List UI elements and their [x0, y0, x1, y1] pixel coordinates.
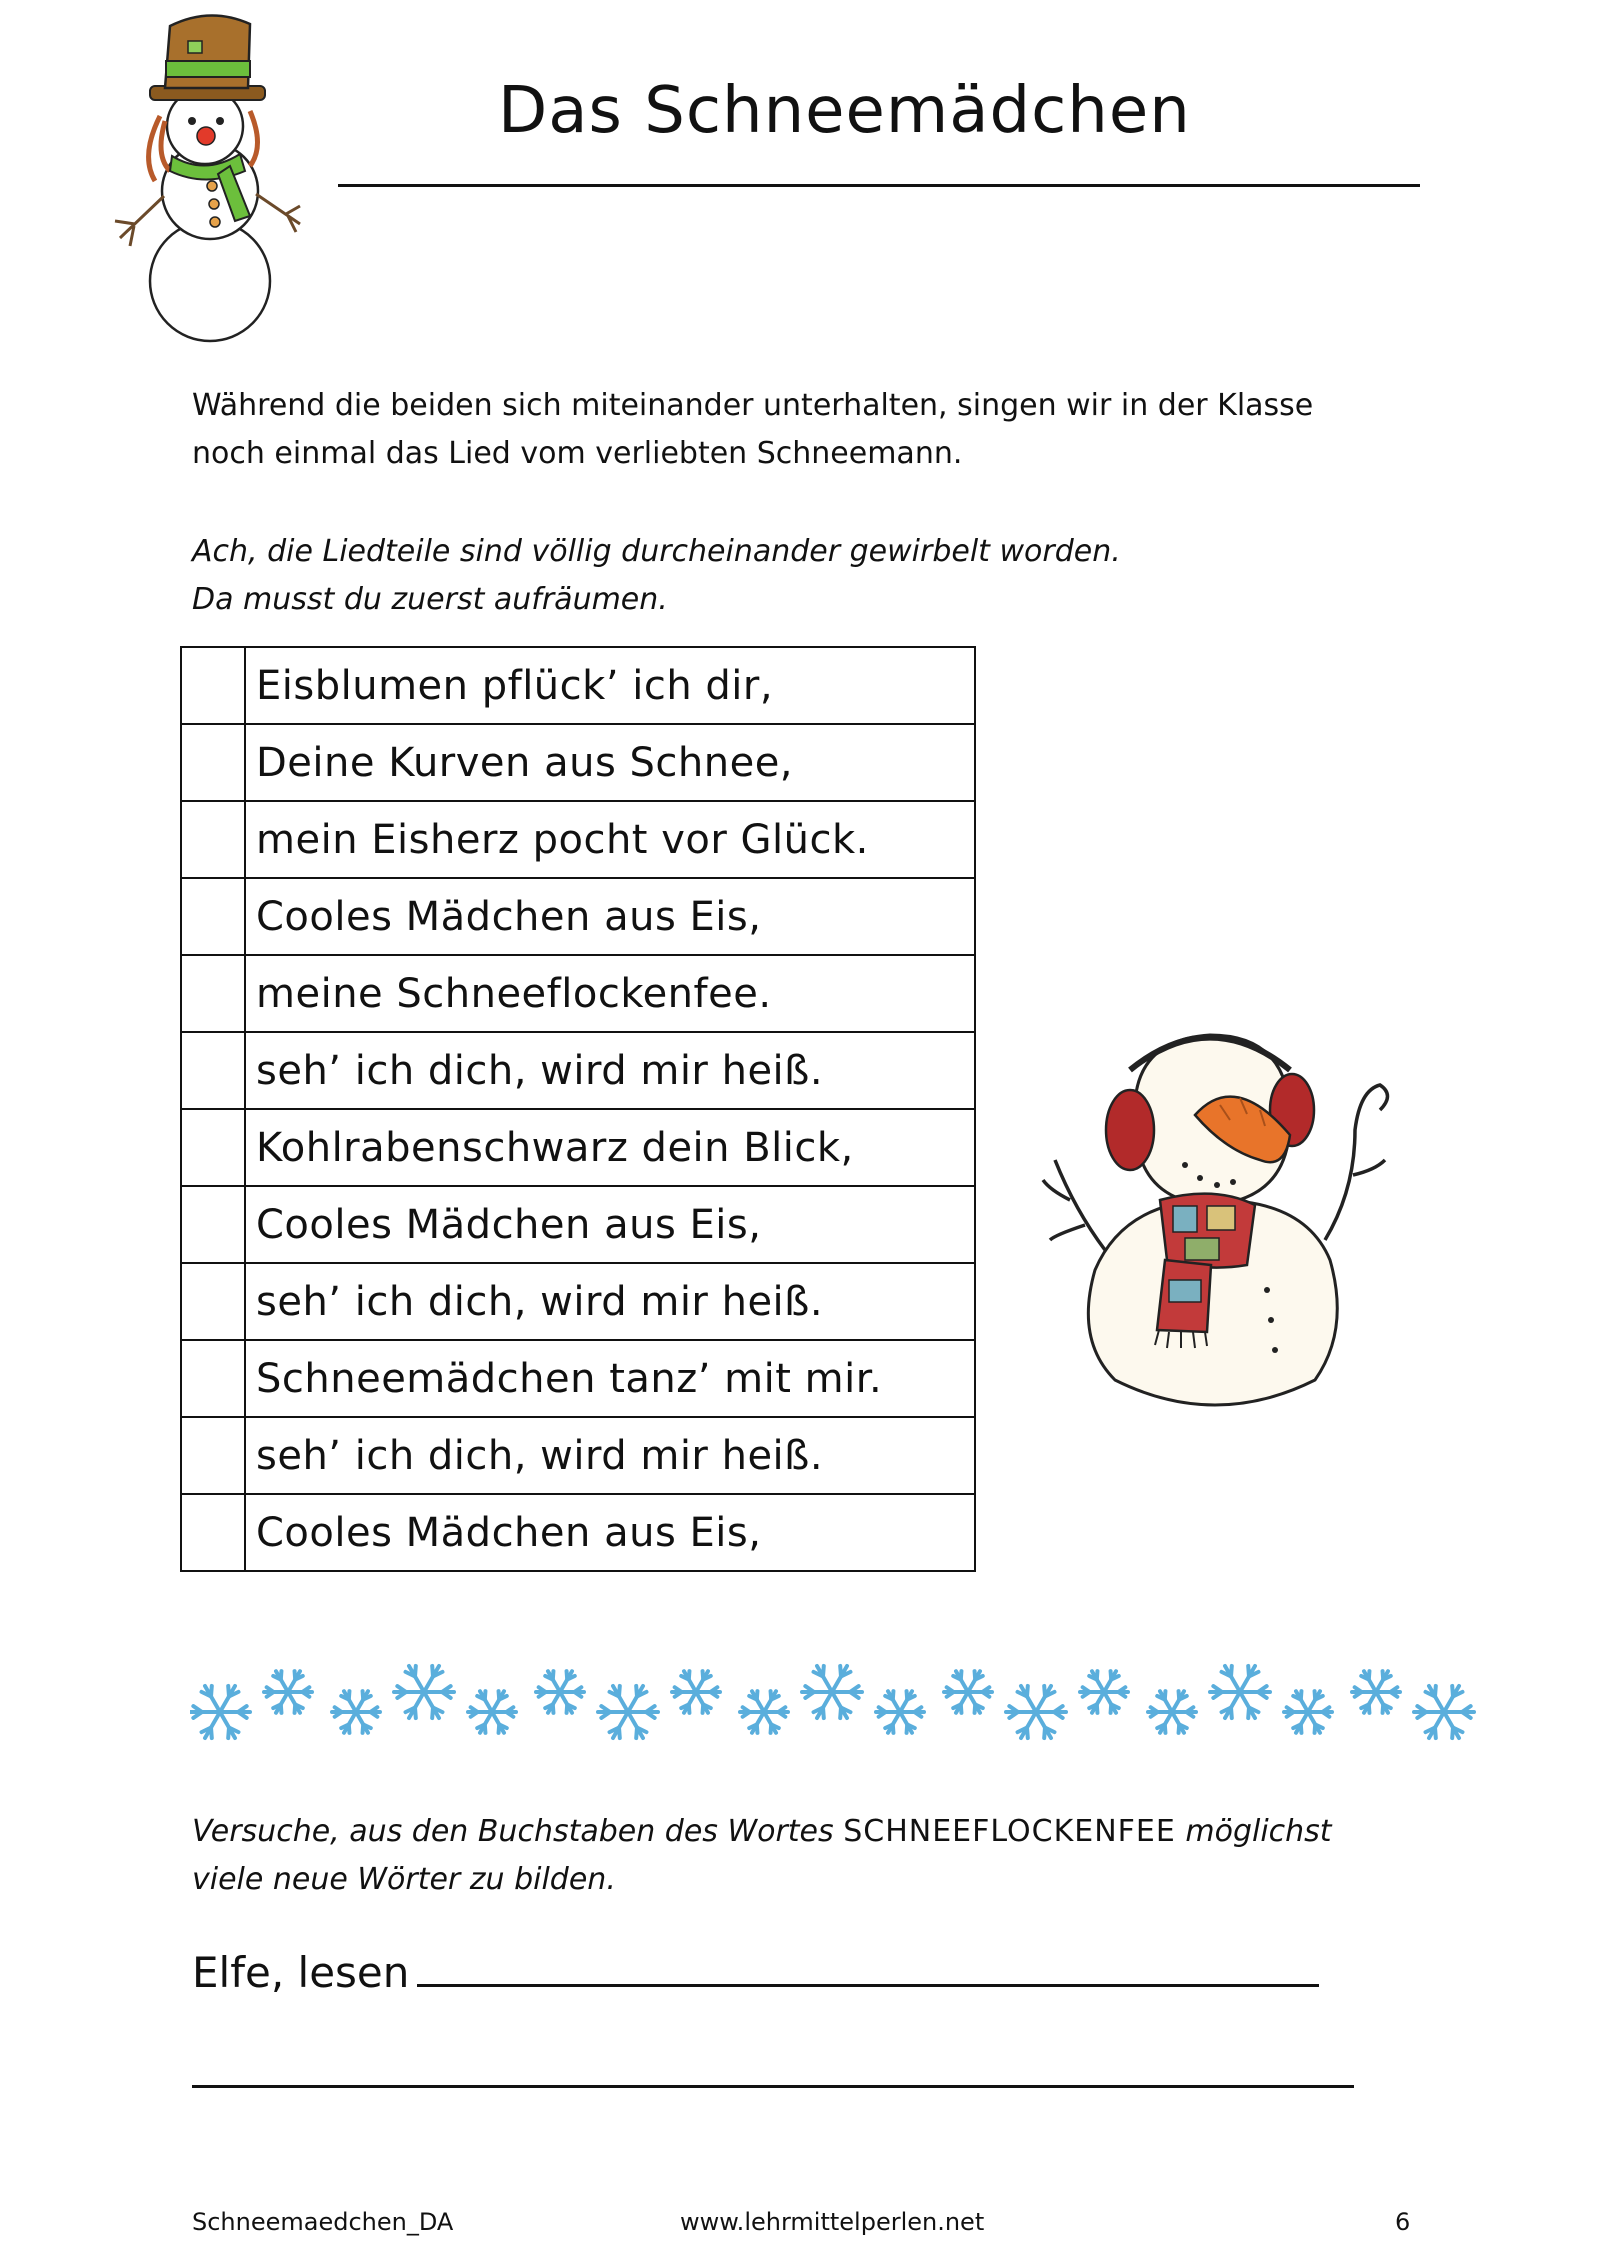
snowflake-icon: [1414, 1686, 1474, 1738]
intro-line: Während die beiden sich miteinander unterhalten, singen wir in der Klasse: [192, 388, 1314, 423]
table-row: [181, 1417, 975, 1494]
lyric-line: mein Eisherz pocht vor Glück.: [245, 801, 975, 878]
snowflake-icon: [740, 1691, 788, 1733]
intro-line: noch einmal das Lied vom verliebten Schneemann.: [192, 436, 963, 471]
table-row: [181, 1186, 975, 1263]
order-number-cell[interactable]: [181, 724, 245, 801]
task-line: viele neue Wörter zu bilden.: [192, 1862, 616, 1897]
snowflake-icon: [598, 1686, 658, 1738]
snowflake-icon: [1080, 1671, 1128, 1713]
task-line: [192, 1808, 1332, 1856]
order-number-cell[interactable]: [181, 1186, 245, 1263]
order-number-cell[interactable]: [181, 878, 245, 955]
task-text: Versuche, aus den Buchstaben des Wortes: [192, 1814, 834, 1849]
table-row: [181, 1340, 975, 1417]
answer-line: [192, 1944, 1319, 1997]
table-row: [181, 878, 975, 955]
table-row: [181, 1109, 975, 1186]
table-row: [181, 647, 975, 724]
snowflake-icon: [394, 1666, 454, 1718]
lyric-line: meine Schneeflockenfee.: [245, 955, 975, 1032]
snowflake-icon: [264, 1671, 312, 1713]
lyric-line: seh’ ich dich, wird mir heiß.: [245, 1417, 975, 1494]
intro-paragraph: [192, 382, 1313, 478]
order-number-cell[interactable]: [181, 1109, 245, 1186]
title-underline: [338, 184, 1420, 187]
snowflake-icon: [1210, 1666, 1270, 1718]
snowflake-border: [190, 1650, 1490, 1760]
order-number-cell[interactable]: [181, 1494, 245, 1571]
lyric-line: Cooles Mädchen aus Eis,: [245, 878, 975, 955]
task-text: möglichst: [1185, 1814, 1332, 1849]
footer-website: www.lehrmittelperlen.net: [680, 2208, 985, 2236]
snowflake-icon: [672, 1671, 720, 1713]
lyrics-table: [180, 646, 976, 1572]
answer-blank[interactable]: [417, 1944, 1319, 1987]
snowflake-icon: [536, 1671, 584, 1713]
footer-filename: Schneemaedchen_DA: [192, 2208, 454, 2236]
lyric-line: Cooles Mädchen aus Eis,: [245, 1494, 975, 1571]
table-row: [181, 801, 975, 878]
order-number-cell[interactable]: [181, 1032, 245, 1109]
order-number-cell[interactable]: [181, 1340, 245, 1417]
order-number-cell[interactable]: [181, 1263, 245, 1340]
snowflake-icon: [1352, 1671, 1400, 1713]
example-words: Elfe, lesen: [192, 1948, 410, 1997]
lyric-line: Cooles Mädchen aus Eis,: [245, 1186, 975, 1263]
snowflake-icon: [190, 1686, 250, 1738]
task-instruction: [192, 1808, 1332, 1904]
snowflake-icon: [468, 1691, 516, 1733]
order-number-cell[interactable]: [181, 955, 245, 1032]
snowflake-icon: [1284, 1691, 1332, 1733]
page-title: Das Schneemädchen: [498, 74, 1191, 148]
table-row: [181, 1494, 975, 1571]
snowflake-icon: [332, 1691, 380, 1733]
lyric-line: seh’ ich dich, wird mir heiß.: [245, 1263, 975, 1340]
task-line: Ach, die Liedteile sind völlig durcheinander gewirbelt worden.: [192, 534, 1121, 569]
table-row: [181, 1032, 975, 1109]
snowman-hat-illustration: [100, 6, 310, 346]
lyric-line: Eisblumen pflück’ ich dir,: [245, 647, 975, 724]
snowflake-icon: [876, 1691, 924, 1733]
snowflake-icon: [944, 1671, 992, 1713]
lyric-line: Deine Kurven aus Schnee,: [245, 724, 975, 801]
snowflake-icon: [802, 1666, 862, 1718]
task-instruction: [192, 528, 1121, 624]
snowman-earmuffs-illustration: [1035, 1010, 1400, 1425]
table-row: [181, 955, 975, 1032]
table-row: [181, 724, 975, 801]
order-number-cell[interactable]: [181, 647, 245, 724]
lyric-line: Schneemädchen tanz’ mit mir.: [245, 1340, 975, 1417]
order-number-cell[interactable]: [181, 1417, 245, 1494]
lyric-line: seh’ ich dich, wird mir heiß.: [245, 1032, 975, 1109]
order-number-cell[interactable]: [181, 801, 245, 878]
snowflake-icon: [1148, 1691, 1196, 1733]
table-row: [181, 1263, 975, 1340]
lyric-line: Kohlrabenschwarz dein Blick,: [245, 1109, 975, 1186]
task-line: Da musst du zuerst aufräumen.: [192, 582, 668, 617]
page-number: 6: [1395, 2208, 1411, 2236]
snowflake-icon: [1006, 1686, 1066, 1738]
keyword: SCHNEEFLOCKENFEE: [843, 1814, 1176, 1849]
answer-blank[interactable]: [192, 2085, 1354, 2088]
